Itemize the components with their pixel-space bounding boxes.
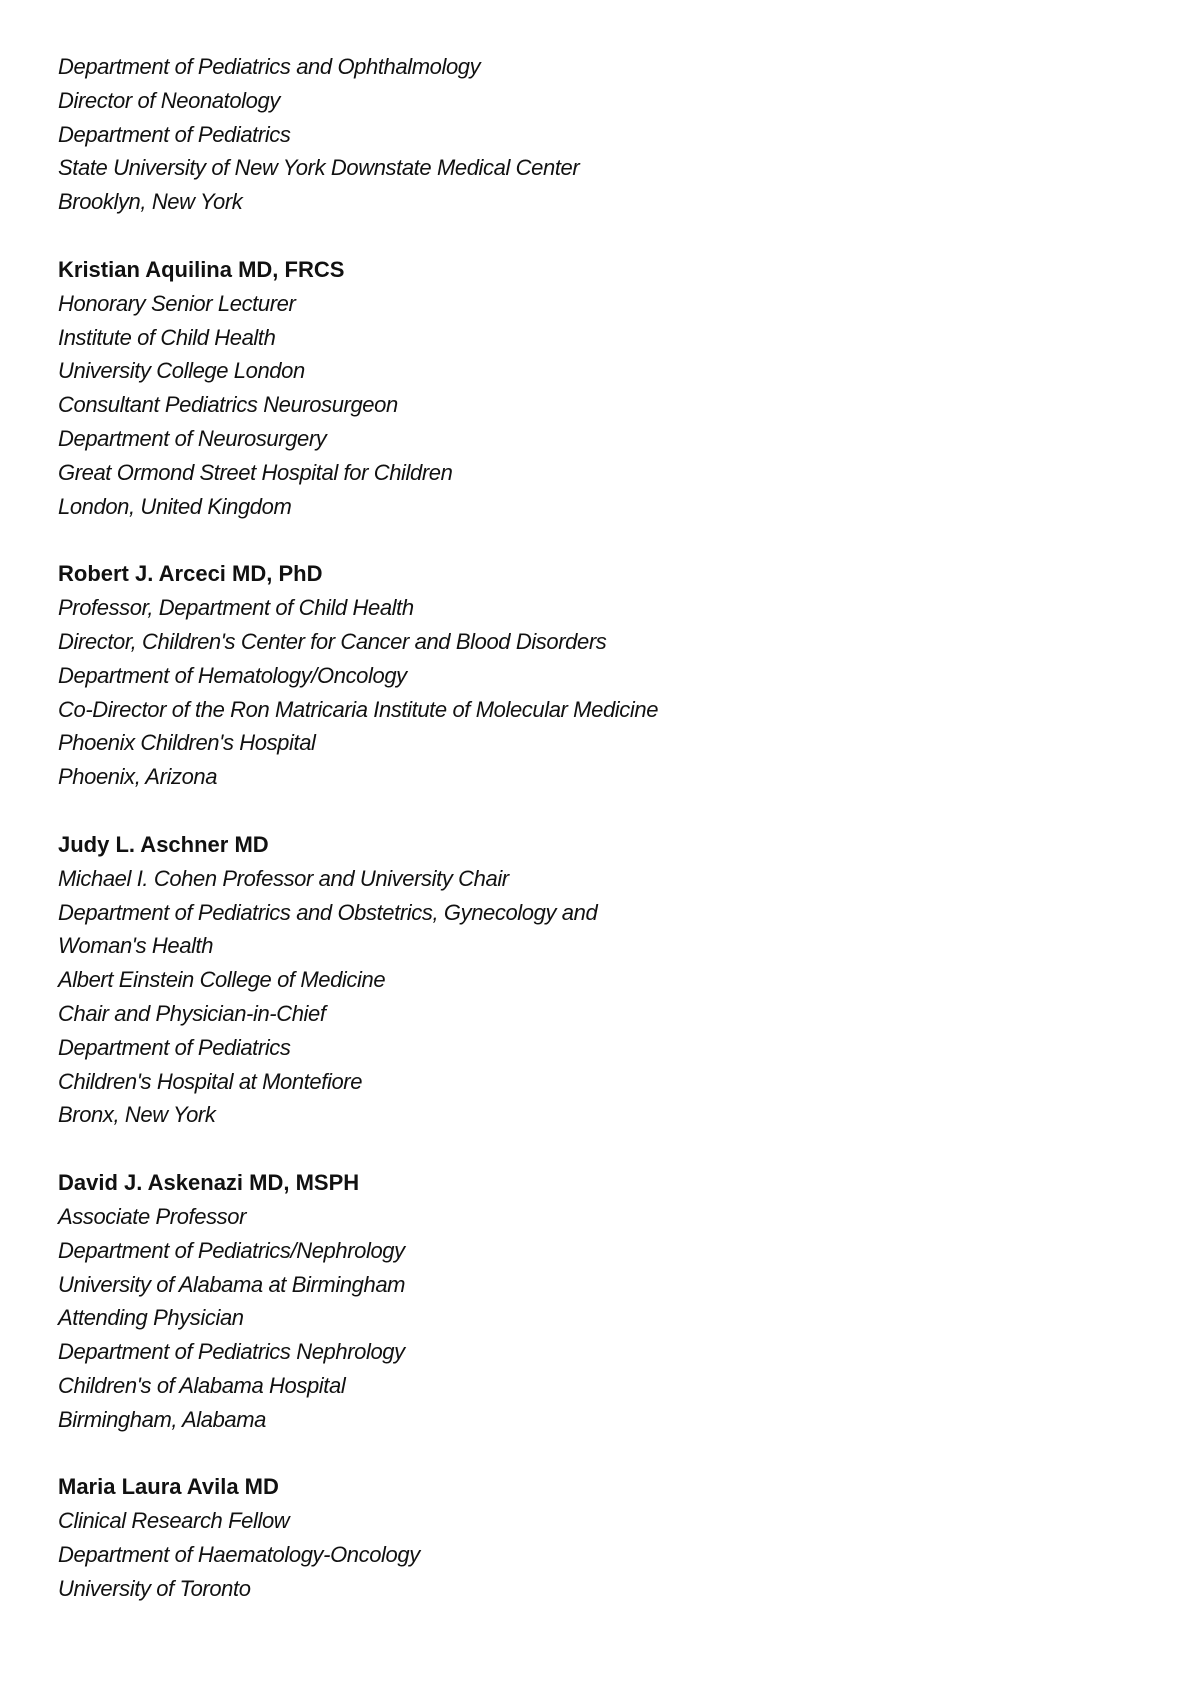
affiliation-line: Department of Pediatrics — [58, 1034, 291, 1060]
contributor-entry — [58, 50, 1138, 219]
affiliation-line: Phoenix Children's Hospital — [58, 730, 316, 756]
affiliation-line: Brooklyn, New York — [58, 189, 243, 215]
affiliation-line: University of Alabama at Birmingham — [58, 1271, 406, 1297]
affiliation-line: Department of Pediatrics and Obstetrics, Gynecology and — [58, 899, 598, 925]
contributor-entry — [58, 1166, 1138, 1436]
affiliation-line: University of Toronto — [58, 1575, 251, 1601]
affiliation-line: Great Ormond Street Hospital for Children — [58, 459, 453, 485]
contributor-name: Judy L. Aschner MD — [58, 831, 269, 857]
affiliation-line: Department of Pediatrics/Nephrology — [58, 1237, 405, 1263]
affiliation-line: Professor, Department of Child Health — [58, 595, 414, 621]
affiliation-line: Bronx, New York — [58, 1102, 216, 1128]
affiliation-line: London, United Kingdom — [58, 493, 292, 519]
affiliation-line: Department of Neurosurgery — [58, 425, 327, 451]
affiliation-line: State University of New York Downstate Medical Center — [58, 155, 580, 181]
contributor-entry — [58, 828, 1138, 1132]
affiliation-line: Director of Neonatology — [58, 87, 280, 113]
affiliation-line: Children's Hospital at Montefiore — [58, 1068, 363, 1094]
contributor-entry — [58, 557, 1138, 794]
contributor-entry — [58, 253, 1138, 523]
affiliation-line: Department of Pediatrics and Ophthalmology — [58, 54, 481, 79]
contributor-entry — [58, 1470, 1138, 1605]
affiliation-line: Chair and Physician-in-Chief — [58, 1000, 326, 1026]
contributor-name: Robert J. Arceci MD, PhD — [58, 561, 323, 587]
affiliation-line: University College London — [58, 358, 305, 384]
affiliation-line: Director, Children's Center for Cancer and Blood Disorders — [58, 628, 607, 654]
affiliation-line: Birmingham, Alabama — [58, 1406, 267, 1432]
affiliation-line: Consultant Pediatrics Neurosurgeon — [58, 392, 398, 418]
affiliation-line: Co-Director of the Ron Matricaria Institute of Molecular Medicine — [58, 696, 659, 722]
affiliation-line: Associate Professor — [58, 1203, 247, 1229]
contributors-list — [58, 50, 1138, 1640]
affiliation-line: Attending Physician — [58, 1305, 244, 1331]
affiliation-line: Department of Pediatrics — [58, 121, 291, 147]
affiliation-line: Department of Pediatrics Nephrology — [58, 1339, 405, 1365]
affiliation-line: Albert Einstein College of Medicine — [58, 967, 386, 993]
affiliation-line: Department of Haematology-Oncology — [58, 1542, 420, 1568]
affiliation-line: Department of Hematology/Oncology — [58, 662, 407, 688]
affiliation-line: Woman's Health — [58, 933, 214, 959]
affiliation-line: Phoenix, Arizona — [58, 764, 218, 790]
affiliation-line: Clinical Research Fellow — [58, 1508, 290, 1534]
affiliation-line: Michael I. Cohen Professor and University Chair — [58, 865, 509, 891]
affiliation-line: Honorary Senior Lecturer — [58, 290, 296, 316]
contributor-name: Maria Laura Avila MD — [58, 1474, 279, 1500]
affiliation-line: Institute of Child Health — [58, 324, 276, 350]
contributor-name: Kristian Aquilina MD, FRCS — [58, 256, 345, 282]
affiliation-line: Children's of Alabama Hospital — [58, 1372, 346, 1398]
contributor-name: David J. Askenazi MD, MSPH — [58, 1170, 360, 1196]
